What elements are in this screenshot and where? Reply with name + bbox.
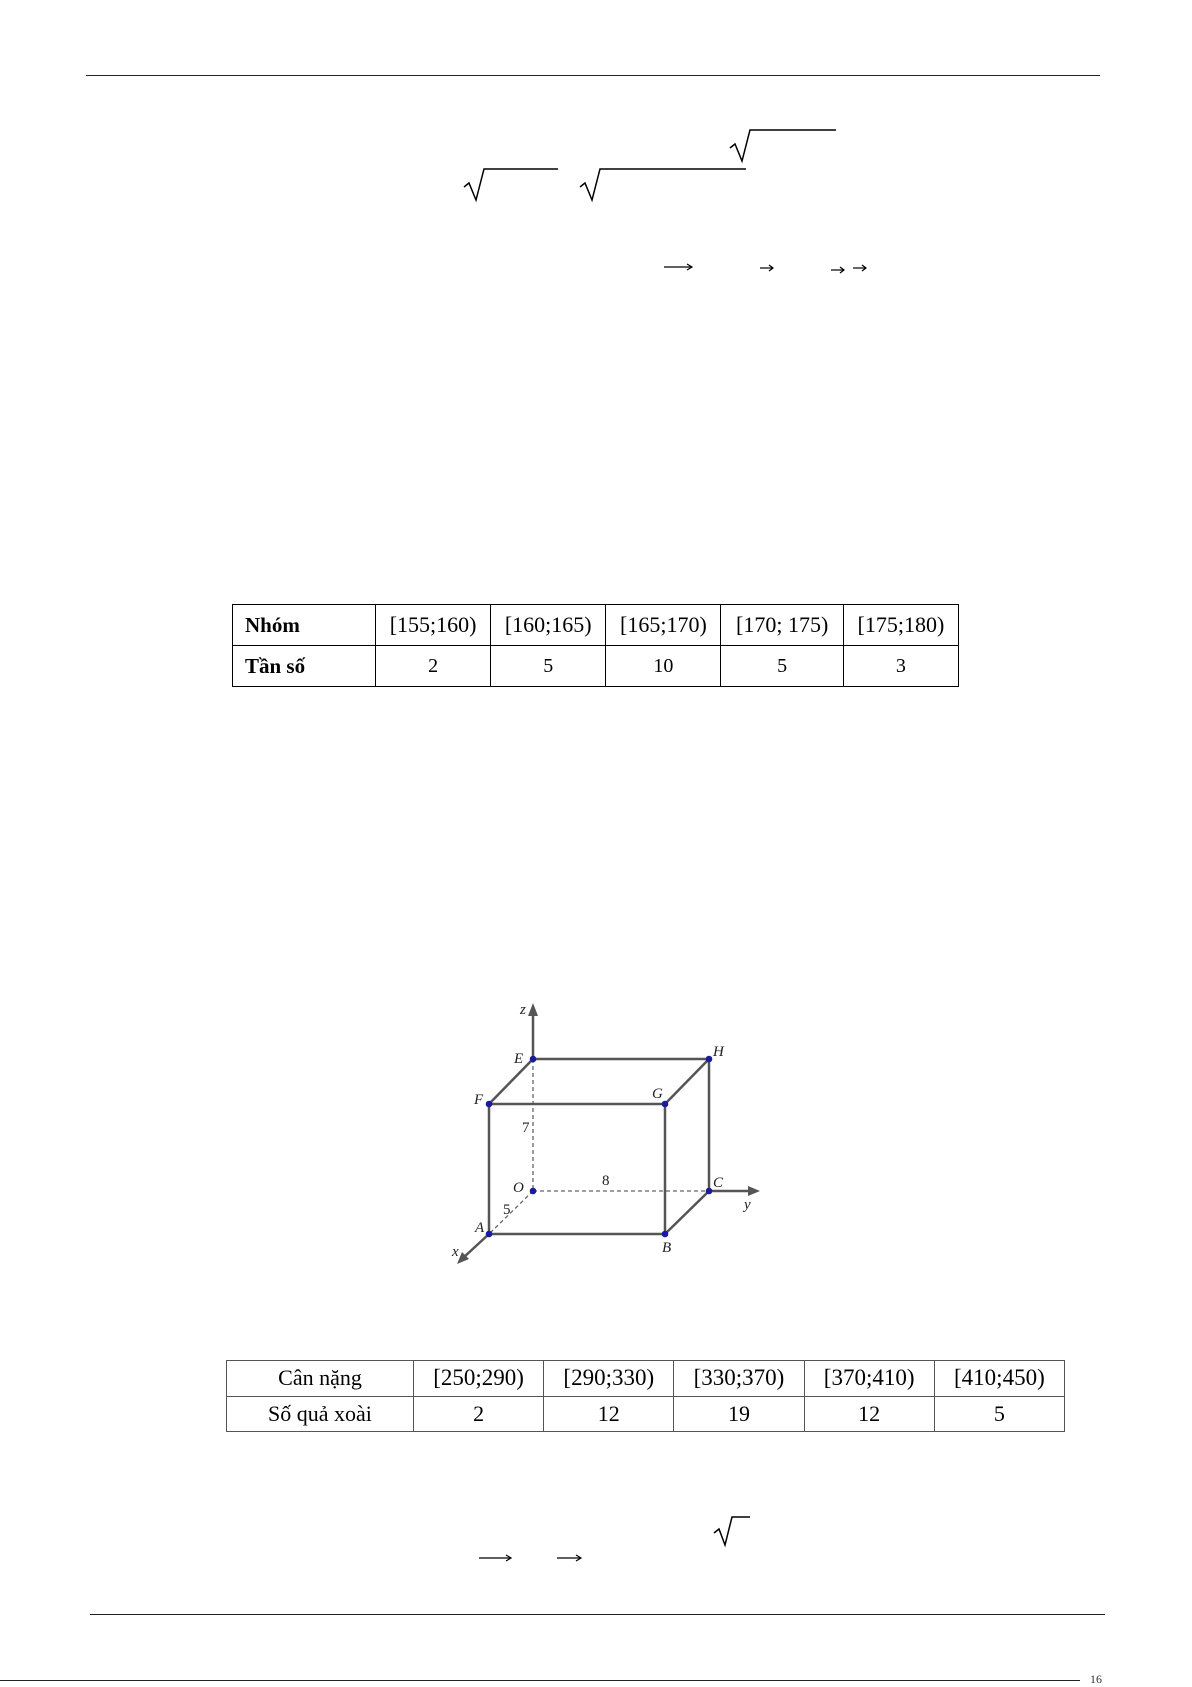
- table-cell-count: 2: [414, 1396, 544, 1432]
- sqrt-sign-2: [462, 165, 562, 205]
- table-cell-count: 12: [804, 1396, 934, 1432]
- table-header-group: Nhóm: [233, 605, 376, 646]
- mango-weight-table: [226, 1360, 1065, 1432]
- vertex-label-h: H: [713, 1044, 724, 1060]
- height-frequency-table: [232, 604, 959, 687]
- sqrt-sign-3: [578, 165, 748, 205]
- page-number: 16: [1090, 1672, 1102, 1686]
- table-cell-interval: [290;330): [544, 1361, 674, 1397]
- dimension-label-height: 7: [522, 1120, 530, 1136]
- vector-arrow-3: [830, 265, 846, 275]
- table-cell-interval: [410;450): [934, 1361, 1064, 1397]
- table-row: [227, 1396, 1065, 1432]
- table-row: [227, 1361, 1065, 1397]
- table-cell-interval: [370;410): [804, 1361, 934, 1397]
- table-cell-interval: [250;290): [414, 1361, 544, 1397]
- vertex-label-b: B: [662, 1240, 672, 1256]
- axis-label-y: y: [744, 1197, 751, 1213]
- table-row: [233, 605, 959, 646]
- table-cell-frequency: 2: [376, 646, 491, 687]
- table-header-frequency: Tần số: [233, 646, 376, 687]
- table-cell-interval: [155;160): [376, 605, 491, 646]
- table-cell-frequency: 10: [606, 646, 721, 687]
- table-cell-interval: [165;170): [606, 605, 721, 646]
- table-cell-count: 5: [934, 1396, 1064, 1432]
- table-cell-interval: [170; 175): [721, 605, 843, 646]
- vertex-label-e: E: [514, 1051, 524, 1067]
- axis-label-z: z: [520, 1002, 526, 1018]
- table-cell-frequency: 3: [843, 646, 958, 687]
- vertex-label-o: O: [513, 1180, 524, 1196]
- table-cell-frequency: 5: [491, 646, 606, 687]
- sqrt-sign-4: [712, 1513, 752, 1549]
- table-cell-frequency: 5: [721, 646, 843, 687]
- header-rule: [86, 75, 1100, 76]
- vertex-label-f: F: [474, 1092, 484, 1108]
- sqrt-sign-1: [728, 126, 838, 166]
- dimension-label-length: 8: [602, 1173, 610, 1189]
- vertex-label-a: A: [475, 1220, 485, 1236]
- table-cell-interval: [160;165): [491, 605, 606, 646]
- vertex-label-c: C: [713, 1175, 724, 1191]
- vector-arrow-5: [478, 1553, 514, 1563]
- table-cell-interval: [175;180): [843, 605, 958, 646]
- table-cell-count: 19: [674, 1396, 804, 1432]
- table-header-weight: Cân nặng: [227, 1361, 414, 1397]
- dimension-label-width: 5: [503, 1202, 511, 1218]
- rectangular-box-figure: [430, 1000, 790, 1270]
- vector-arrow-6: [556, 1553, 584, 1563]
- vector-arrow-4: [852, 263, 868, 273]
- vertex-label-g: G: [652, 1086, 663, 1102]
- table-cell-interval: [330;370): [674, 1361, 804, 1397]
- table-header-count: Số quả xoài: [227, 1396, 414, 1432]
- vector-arrow-1: [663, 262, 695, 272]
- table-cell-count: 12: [544, 1396, 674, 1432]
- table-row: [233, 646, 959, 687]
- footer-rule-bottom: [0, 1680, 1080, 1681]
- axis-label-x: x: [452, 1244, 459, 1260]
- vector-arrow-2: [759, 263, 775, 273]
- footer-rule: [90, 1614, 1105, 1615]
